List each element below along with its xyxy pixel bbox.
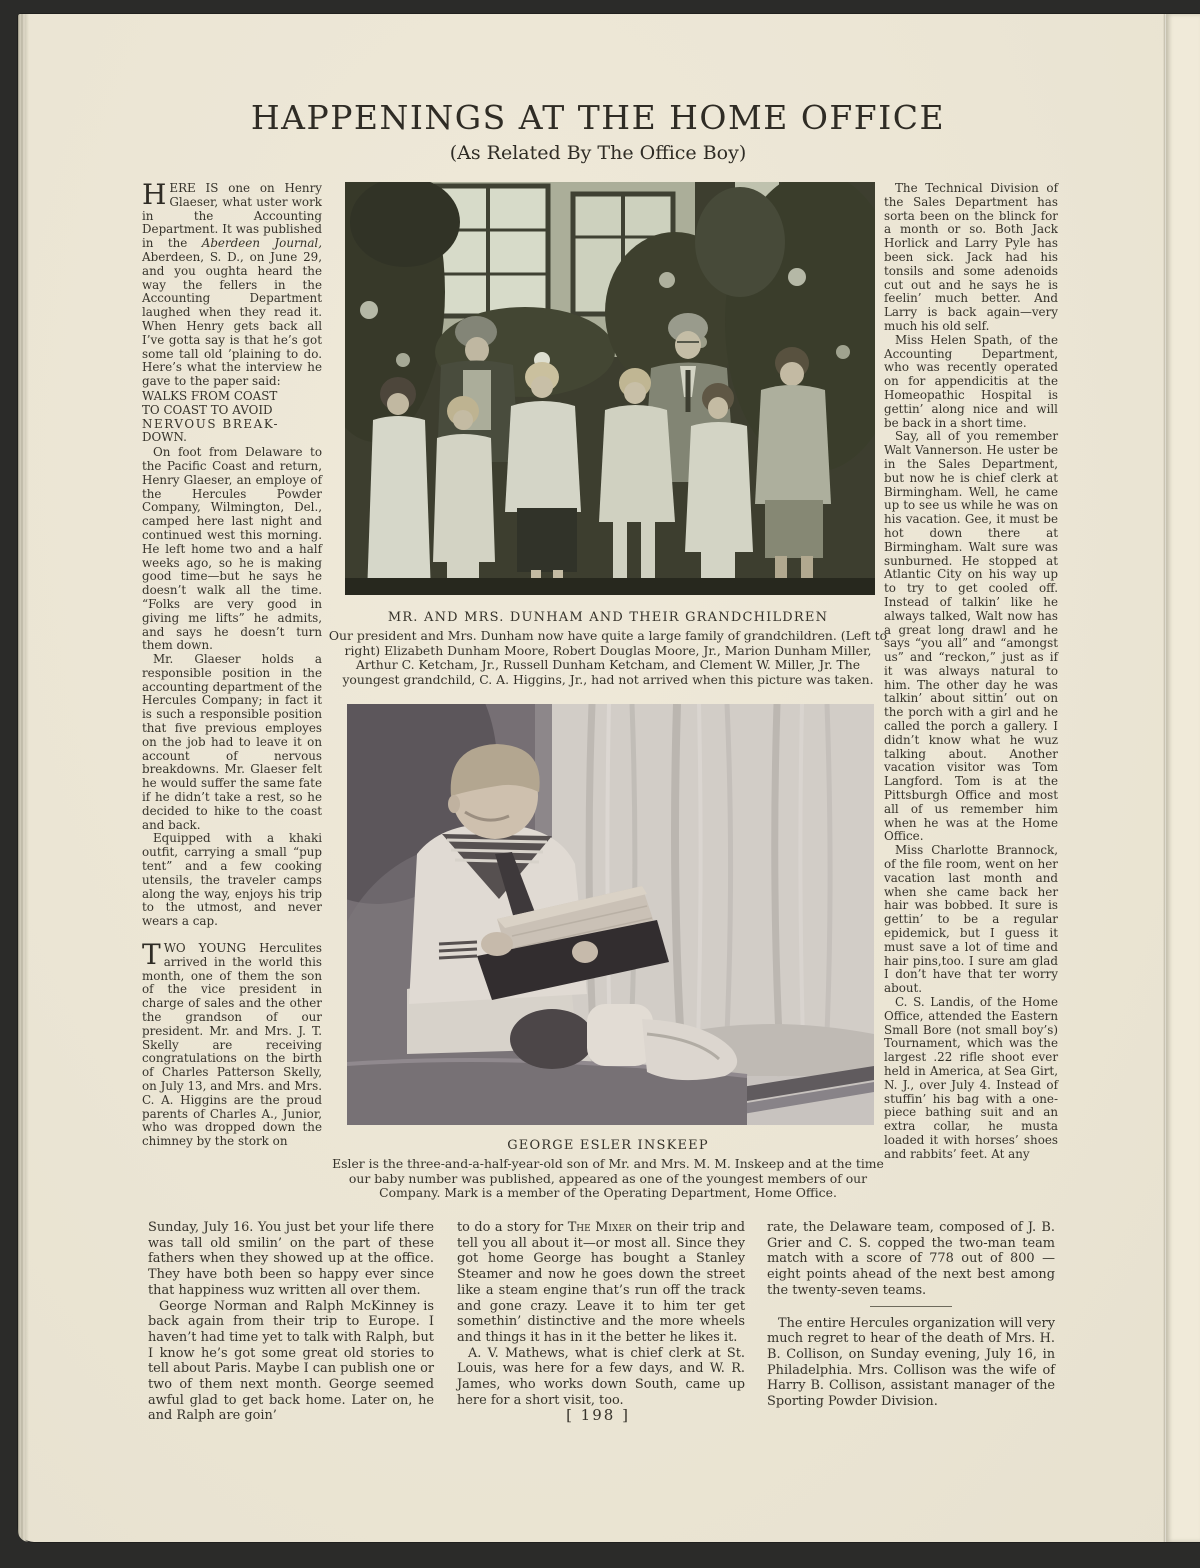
article-paragraph: Equipped with a khaki outfit, carrying a small “pup tent” and a few cooking utensils, the traveler camps along the way, enjoys his trip to the utmost, and never wears a cap. [142,831,322,929]
article-paragraph [142,178,322,389]
article-paragraph: The Technical Division of the Sales Department has sorta been on the blinck for a month or so. Both Jack Horlick and Larry Pyle has been sick. Jack had his tonsils and some adenoids cut out and he says he is feelin’ much better. And Larry is back again—very much his old self. [884,181,1058,333]
subhead-line: TO COAST TO AVOID [142,402,273,417]
page-crease-line [1163,14,1166,1542]
article-paragraph: On foot from Delaware to the Pacific Coast and return, Henry Glaeser, an employe of the Hercules Powder Company, Wilmington, Del., camped here last night and continued west this morning. He left home two and a half weeks ago, so he is making good time—but he says he doesn’t walk all the time. “Folks are very good in giving me lifts” he admits, and says he doesn’t turn them down. [142,445,322,653]
photo2-caption [326,1138,890,1201]
page-title: HAPPENINGS AT THE HOME OFFICE [250,98,946,137]
drop-cap: H [142,178,167,211]
paragraph-text: ERE IS one on Henry Glaeser, what uster work in the Accounting Department. It was published in the [142,181,322,251]
subhead-line: DOWN. [142,430,187,445]
article-paragraph: Sunday, July 16. You just bet your life there was tall old smilin’ on the part of these fathers when they showed up at the office. They have both been so happy ever since that happiness wuz written all over them. [148,1220,434,1298]
subhead-line: WALKS FROM COAST [142,388,278,403]
bottom-left-column [148,1220,434,1424]
left-column [142,178,322,1149]
article-paragraph: The entire Hercules organization will very much regret to hear of the death of Mrs. H. B. Collison, on Sunday evening, July 16, in Philadelphia. Mrs. Collison was the wife of Harry B. Collison, assistant manager of the Sporting Powder Division. [767,1315,1055,1410]
paragraph-text: Aberdeen, S. D., on June 29, and you oughta heard the way the fellers in the Accounting Department laughed when they read it. When Henry gets back all I’ve gotta say is that he’s got some tall old ’plaining to do. Here’s what the interview he gave to the paper said: [142,249,322,389]
page-subtitle: (As Related By The Office Boy) [449,142,747,164]
article-paragraph [457,1220,745,1346]
page-stack-edge [18,14,29,1542]
magazine-page [18,14,1200,1542]
right-column [884,182,1058,1162]
article-paragraph [142,938,322,1149]
inskeep-photo-illustration [347,704,874,1125]
page-number: [ 198 ] [566,1406,630,1424]
publication-name: The Mixer [567,1220,632,1235]
dunham-photo-illustration [345,182,875,595]
photo1-caption-body: Our president and Mrs. Dunham now have quite a large family of grandchildren. (Left to right) Elizabeth Dunham Moore, Robert Douglas Moore, Jr., Marion Dunham Miller, Arthur C. Ketcham, Jr., Russell Dunham Ketcham, and Clement W. Miller, Jr. The youngest grandchild, C. A. Higgins, Jr., had not arrived when this picture was taken. [328,628,888,688]
section-divider-rule [870,1306,952,1307]
italic-journal-name: Aberdeen Journal, [201,236,322,251]
paragraph-text: on their trip and tell you all about it—or most all. Since they got home George has bought a Stanley Steamer and now he goes down the street like a steam engine that’s run off the track and gone crazy. Leave it to him ter get somethin’ distinctive and the more wheels and things it has in it the better he likes it. [457,1220,746,1345]
bottom-right-column [767,1220,1055,1410]
article-paragraph: rate, the Delaware team, composed of J. B. Grier and C. S. copped the two-man team match with a score of 778 out of 800 — eight points ahead of the next best among the twenty-seven teams. [767,1220,1055,1298]
article-paragraph: George Norman and Ralph McKinney is back again from their trip to Europe. I haven’t had time yet to talk with Ralph, but I know he’s got some great old stories to tell about Paris. Maybe I can publish one or two of them next month. George seemed awful glad to get back home. Later on, he and Ralph are goin’ [148,1298,434,1424]
paragraph-text: WO YOUNG Herculites arrived in the world this month, one of them the son of the vice president in charge of sales and the other the grandson of our president. Mr. and Mrs. J. T. Skelly are receiving congratulations on the birth of Charles Patterson Skelly, on July 13, and Mrs. and Mrs. C. A. Higgins are the proud parents of Charles A., Junior, who was dropped down the chimney by the stork on [142,941,322,1149]
article-paragraph: A. V. Mathews, what is chief clerk at St. Louis, was here for a few days, and W. R. James, who works down South, came up here for a short visit, too. [457,1345,745,1408]
article-paragraph: Miss Helen Spath, of the Accounting Department, who was recently operated on for appendicitis at the Homeopathic Hospital is gettin’ along nice and will be back in a short time. [884,332,1058,430]
subhead-line: NERVOUS BREAK- [142,416,280,431]
bottom-middle-column [457,1220,745,1408]
photo1-caption-title: MR. AND MRS. DUNHAM AND THEIR GRANDCHILDREN [387,610,829,625]
photo2-caption-body: Esler is the three-and-a-half-year-old son of Mr. and Mrs. M. M. Inskeep and at the time our baby number was published, appeared as one of the youngest members of our Company. Mark is a member of the Operating Department, Home Office. [332,1156,884,1201]
article-paragraph: C. S. Landis, of the Home Office, attended the Eastern Small Bore (not small boy’s) Tournament, which was the largest .22 rifle shoot ever held in America, at Sea Girt, N. J., over July 4. Instead of stuffin’ his bag with a one-piece bathing suit and an extra collar, he musta loaded it with horses’ shoes and rabbits’ feet. At any [884,995,1058,1161]
george-inskeep-photo [347,704,874,1125]
article-paragraph: Mr. Glaeser holds a responsible position in the accounting department of the Hercules Company; in fact it is such a responsible position that five previous employes on the job had to leave it on account of nervous breakdowns. Mr. Glaeser felt he would suffer the same fate if he didn’t take a rest, so he decided to hike to the coast and back. [142,652,322,832]
article-paragraph: Say, all of you remember Walt Vannerson. He uster be in the Sales Department, but now he is chief clerk at Birmingham. Well, he came up to see us while he was on his vacation. Gee, it must be hot down there at Birmingham. Walt sure was sunburned. He stopped at Atlantic City on his way up to try to get cooled off. Instead of talkin’ like he always talked, Walt now has a great long drawl and he says “you all” and “amongst us” and “reckon,” just as if it was always natural to him. The other day he was talkin’ about sittin’ out on the porch with a girl and he called the porch a gallery. I didn’t know what he wuz talking about. Another vacation visitor was Tom Langford. Tom is at the Pittsburgh Office and most all of us remember him when he was at the Home Office. [884,429,1058,844]
drop-cap: T [142,938,161,972]
page-curl-strip [1166,14,1200,1542]
article-subhead [142,390,322,445]
photo2-caption-title: GEORGE ESLER INSKEEP [507,1138,709,1153]
photo1-caption [326,610,890,688]
article-paragraph: Miss Charlotte Brannock, of the file room, went on her vacation last month and when she came back her hair was bobbed. It sure is gettin’ to be a regular epidemick, but I guess it must save a lot of time and hair pins,too. I sure am glad I don’t have that ter worry about. [884,843,1058,996]
dunham-family-photo [345,182,875,595]
paragraph-text: to do a story for [457,1220,568,1235]
